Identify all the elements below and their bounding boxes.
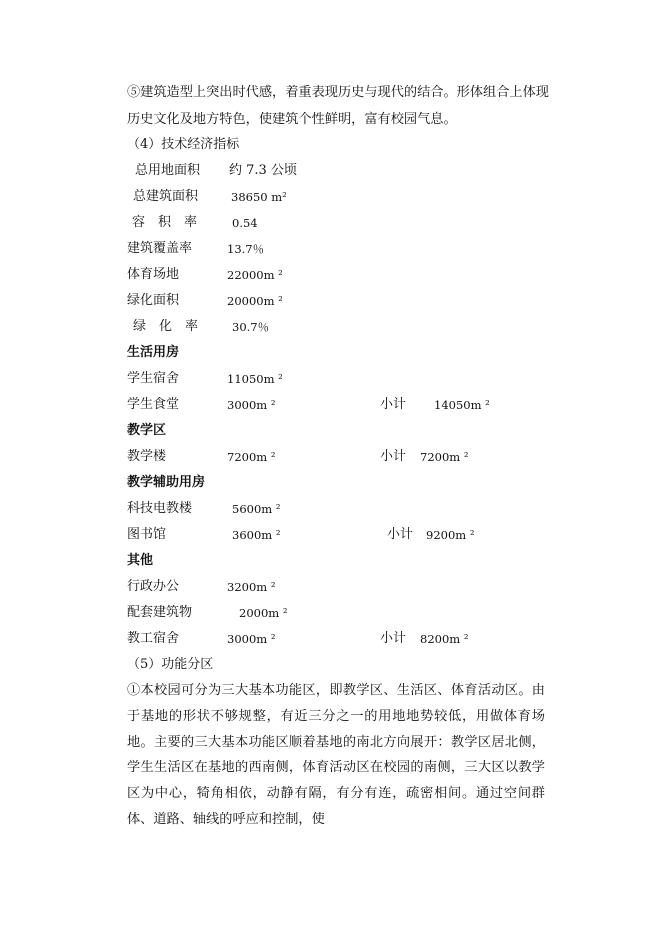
indicator-value: 22000m ² [227,268,283,282]
indicator-value: 0.54 [232,216,258,230]
area-label: 配套建筑物 [127,605,193,620]
subtotal-value: 7200m ² [420,450,469,464]
zoning-paragraph: ①本校园可分为三大基本功能区，即教学区、生活区、体育活动区。由于基地的形状不够规整，有近三分之一的用地地势较低，用做体育场地。主要的三大基本功能区顺着基地的南北方向展开：教学区居北侧，学生生活区在基地的西南侧，体育活动区在校园的南侧，三大区以教学区为中心，犄角相依，动静有隔，有分有连，疏密相间。通过空间群体、道路、轴线的呼应和控制，使 [127,683,545,827]
subtotal-value: 8200m ² [420,632,469,646]
area-label: 科技电教楼 [127,501,193,516]
indicator-label: 总用地面积 [135,163,201,178]
indicator-label: 总建筑面积 [133,189,199,204]
group-heading-other: 其他 [127,553,154,568]
area-value: 3000m ² [227,398,276,412]
intro-line-2: 历史文化及地方特色，使建筑个性鲜明，富有校园气息。 [127,112,457,127]
area-value: 3000m ² [227,632,276,646]
area-label: 行政办公 [127,579,180,594]
subtotal-label: 小计 [387,527,414,542]
area-value: 7200m ² [227,450,276,464]
area-value: 3200m ² [227,580,276,594]
subtotal-value: 9200m ² [426,528,475,542]
subtotal-label: 小计 [380,449,407,464]
indicator-label: 容 积 率 [132,215,198,230]
area-label: 图书馆 [127,527,167,542]
area-value: 11050m ² [227,372,283,386]
indicator-value: 38650 m² [231,190,287,204]
subtotal-value: 14050m ² [434,398,490,412]
indicator-value: 20000m ² [227,294,283,308]
area-label: 学生食堂 [127,397,180,412]
subtotal-label: 小计 [380,631,407,646]
indicator-label: 绿化面积 [127,293,180,308]
subtotal-label: 小计 [380,397,407,412]
group-heading-aux: 教学辅助用房 [127,475,206,490]
indicator-label: 建筑覆盖率 [127,241,193,256]
area-label: 教学楼 [127,449,167,464]
area-value: 5600m ² [232,502,281,516]
indicator-label: 体育场地 [127,267,180,282]
area-value: 3600m ² [232,528,281,542]
group-heading-living: 生活用房 [127,345,180,360]
indicator-value: 30.7％ [232,320,270,334]
area-label: 学生宿舍 [127,371,180,386]
section-5-heading: （5）功能分区 [127,657,214,672]
indicator-label: 绿 化 率 [133,319,199,334]
area-value: 2000m ² [239,606,288,620]
intro-line-1: ⑤建筑造型上突出时代感，着重表现历史与现代的结合。形体组合上体现 [127,85,549,100]
area-label: 教工宿舍 [127,631,180,646]
group-heading-teaching: 教学区 [127,423,167,438]
indicator-value: 约 7.3 公顷 [229,163,297,178]
indicator-value: 13.7％ [227,242,265,256]
section-4-heading: （4）技术经济指标 [127,137,240,152]
